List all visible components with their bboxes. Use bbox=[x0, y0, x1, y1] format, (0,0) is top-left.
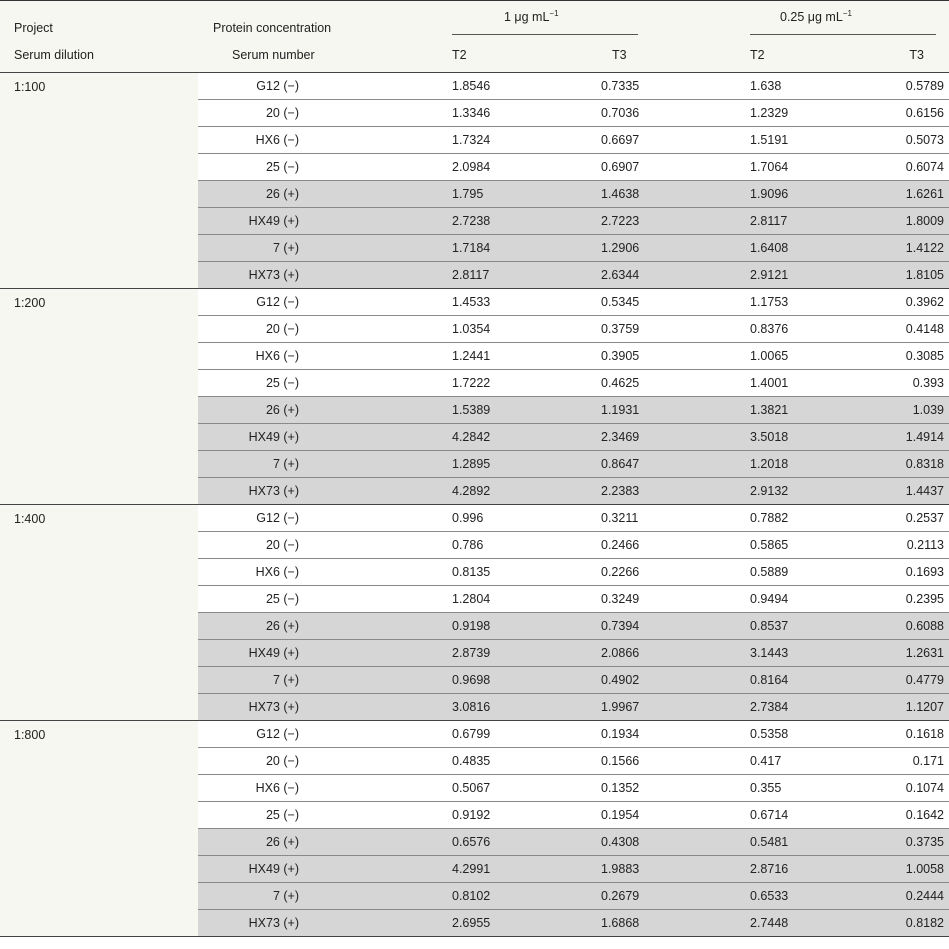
t2-header: T2 bbox=[452, 48, 467, 62]
conc1-t2-cell: 1.4533 bbox=[452, 295, 491, 309]
serum-number-cell: HX73 (+) bbox=[248, 484, 299, 498]
table-row bbox=[198, 829, 949, 856]
conc1-t2-cell: 1.2895 bbox=[452, 457, 491, 471]
conc1-t2-cell: 1.0354 bbox=[452, 322, 491, 336]
serum-dilution-label: 1:200 bbox=[14, 296, 46, 310]
concentration-2-header: 0.25 μg $mL^{-1}$ bbox=[780, 9, 852, 25]
conc2-t2-cell: 0.5481 bbox=[750, 835, 789, 849]
conc1-t2-cell: 0.9198 bbox=[452, 619, 491, 633]
conc2-t2-cell: 2.8117 bbox=[750, 214, 788, 228]
conc2-t3-cell: 0.1642 bbox=[905, 808, 944, 822]
serum-number-cell: G12 (−) bbox=[256, 511, 299, 525]
serum-number-cell: 20 (−) bbox=[265, 754, 299, 768]
table-row bbox=[198, 208, 949, 235]
concentration-2-rule bbox=[750, 34, 936, 35]
conc1-t2-cell: 0.786 bbox=[452, 538, 484, 552]
conc2-t2-cell: 3.5018 bbox=[750, 430, 789, 444]
conc2-t2-cell: 0.6533 bbox=[750, 889, 789, 903]
dilution-column-background bbox=[0, 289, 198, 505]
conc1-t3-cell: 0.6907 bbox=[601, 160, 640, 174]
table-row bbox=[198, 883, 949, 910]
dilution-column-background bbox=[0, 505, 198, 721]
conc2-t2-cell: 1.2329 bbox=[750, 106, 789, 120]
conc2-t2-cell: 0.8537 bbox=[750, 619, 789, 633]
table-row bbox=[198, 181, 949, 208]
serum-number-cell: 25 (−) bbox=[265, 160, 299, 174]
table-row bbox=[198, 100, 949, 127]
conc2-t3-cell: 0.2537 bbox=[905, 511, 944, 525]
table-row bbox=[198, 127, 949, 154]
serum-dilution-label: 1:400 bbox=[14, 512, 46, 526]
table-row bbox=[198, 748, 949, 775]
project-header: Project bbox=[14, 21, 53, 35]
conc1-t3-cell: 0.7036 bbox=[601, 106, 640, 120]
serum-number-cell: 7 (+) bbox=[272, 673, 299, 687]
protein-concentration-header: Protein concentration bbox=[213, 21, 332, 35]
conc2-t2-cell: 1.4001 bbox=[750, 376, 789, 390]
conc1-t3-cell: 0.4902 bbox=[601, 673, 640, 687]
serum-number-cell: 7 (+) bbox=[272, 889, 299, 903]
conc2-t3-cell: 1.0058 bbox=[905, 862, 944, 876]
conc2-t3-cell: 1.2631 bbox=[905, 646, 944, 660]
conc1-t2-cell: 4.2892 bbox=[452, 484, 491, 498]
serum-number-cell: 20 (−) bbox=[265, 106, 299, 120]
conc2-t2-cell: 3.1443 bbox=[750, 646, 789, 660]
conc2-t2-cell: 2.8716 bbox=[750, 862, 789, 876]
table-row bbox=[198, 721, 949, 748]
conc1-t3-cell: 2.6344 bbox=[601, 268, 640, 282]
table-row bbox=[198, 802, 949, 829]
conc1-t2-cell: 1.7324 bbox=[452, 133, 491, 147]
dilution-column-background bbox=[0, 721, 198, 937]
conc1-t3-cell: 0.8647 bbox=[601, 457, 640, 471]
conc1-t2-cell: 0.8135 bbox=[452, 565, 491, 579]
conc2-t2-cell: 0.8164 bbox=[750, 673, 789, 687]
conc2-t3-cell: 0.8182 bbox=[905, 916, 944, 930]
conc2-t3-cell: 1.8105 bbox=[905, 268, 944, 282]
conc2-t3-cell: 0.2395 bbox=[905, 592, 944, 606]
conc1-t3-cell: 0.4308 bbox=[601, 835, 640, 849]
conc2-t3-cell: 0.1693 bbox=[905, 565, 944, 579]
table-row bbox=[198, 613, 949, 640]
table-row bbox=[198, 316, 949, 343]
conc2-t2-cell: 1.7064 bbox=[750, 160, 789, 174]
conc2-t3-cell: 0.3085 bbox=[905, 349, 944, 363]
conc1-t2-cell: 1.7222 bbox=[452, 376, 491, 390]
conc1-t3-cell: 1.1931 bbox=[601, 403, 640, 417]
conc1-t2-cell: 1.795 bbox=[452, 187, 484, 201]
serum-number-cell: HX6 (−) bbox=[255, 565, 299, 579]
serum-number-cell: 25 (−) bbox=[265, 376, 299, 390]
serum-number-cell: G12 (−) bbox=[256, 79, 299, 93]
serum-number-cell: 25 (−) bbox=[265, 808, 299, 822]
conc1-t3-cell: 1.9967 bbox=[601, 700, 640, 714]
serum-number-cell: HX49 (+) bbox=[248, 862, 299, 876]
conc1-t3-cell: 0.2266 bbox=[601, 565, 640, 579]
conc1-t3-cell: 0.1934 bbox=[601, 727, 640, 741]
table-row bbox=[198, 856, 949, 883]
dilution-group bbox=[0, 721, 949, 937]
conc1-t3-cell: 0.3759 bbox=[601, 322, 640, 336]
serum-number-cell: 26 (+) bbox=[265, 619, 299, 633]
conc2-t3-cell: 0.6074 bbox=[905, 160, 944, 174]
table-row bbox=[198, 640, 949, 667]
serum-dilution-label: 1:800 bbox=[14, 728, 46, 742]
conc1-t2-cell: 0.4835 bbox=[452, 754, 491, 768]
conc1-t3-cell: 0.6697 bbox=[601, 133, 640, 147]
conc2-t3-cell: 0.5073 bbox=[905, 133, 944, 147]
serum-number-cell: 25 (−) bbox=[265, 592, 299, 606]
conc2-t2-cell: 0.5889 bbox=[750, 565, 789, 579]
conc1-t2-cell: 1.2441 bbox=[452, 349, 491, 363]
conc2-t3-cell: 0.2444 bbox=[905, 889, 944, 903]
serum-number-cell: 20 (−) bbox=[265, 322, 299, 336]
conc2-t3-cell: 1.4437 bbox=[905, 484, 944, 498]
conc1-t2-cell: 1.8546 bbox=[452, 79, 491, 93]
conc2-t3-cell: 1.039 bbox=[912, 403, 944, 417]
group-divider bbox=[0, 936, 949, 937]
conc2-t3-cell: 0.1074 bbox=[905, 781, 944, 795]
table-row bbox=[198, 694, 949, 721]
conc1-t3-cell: 0.7335 bbox=[601, 79, 640, 93]
conc2-t2-cell: 0.5865 bbox=[750, 538, 789, 552]
serum-number-cell: 26 (+) bbox=[265, 403, 299, 417]
conc1-t3-cell: 2.2383 bbox=[601, 484, 640, 498]
conc2-t3-cell: 0.6156 bbox=[905, 106, 944, 120]
conc2-t3-cell: 0.3962 bbox=[905, 295, 944, 309]
conc1-t2-cell: 0.6576 bbox=[452, 835, 491, 849]
table-row bbox=[198, 424, 949, 451]
conc2-t3-cell: 0.171 bbox=[912, 754, 944, 768]
serum-number-cell: HX73 (+) bbox=[248, 268, 299, 282]
table-row bbox=[198, 154, 949, 181]
table-row bbox=[198, 478, 949, 505]
conc2-t2-cell: 1.6408 bbox=[750, 241, 789, 255]
table-row bbox=[198, 775, 949, 802]
serum-number-cell: 7 (+) bbox=[272, 241, 299, 255]
serum-dilution-label: 1:100 bbox=[14, 80, 46, 94]
conc1-t2-cell: 2.7238 bbox=[452, 214, 491, 228]
conc1-t3-cell: 1.9883 bbox=[601, 862, 640, 876]
conc2-t3-cell: 1.6261 bbox=[905, 187, 944, 201]
conc2-t2-cell: 1.3821 bbox=[750, 403, 789, 417]
serum-number-cell: HX73 (+) bbox=[248, 916, 299, 930]
conc1-t3-cell: 0.1352 bbox=[601, 781, 640, 795]
conc2-t2-cell: 1.1753 bbox=[750, 295, 789, 309]
conc2-t3-cell: 0.3735 bbox=[905, 835, 944, 849]
dilution-group bbox=[0, 289, 949, 505]
t3-header: T3 bbox=[612, 48, 627, 62]
conc2-t2-cell: 1.638 bbox=[750, 79, 782, 93]
conc1-t3-cell: 1.2906 bbox=[601, 241, 640, 255]
conc1-t2-cell: 1.5389 bbox=[452, 403, 491, 417]
conc1-t3-cell: 2.0866 bbox=[601, 646, 640, 660]
serum-number-cell: HX73 (+) bbox=[248, 700, 299, 714]
conc1-t2-cell: 2.0984 bbox=[452, 160, 491, 174]
serum-number-cell: HX6 (−) bbox=[255, 133, 299, 147]
conc2-t2-cell: 2.7384 bbox=[750, 700, 789, 714]
conc2-t2-cell: 0.355 bbox=[750, 781, 782, 795]
conc2-t3-cell: 1.8009 bbox=[905, 214, 944, 228]
table-row bbox=[198, 370, 949, 397]
table-row bbox=[198, 451, 949, 478]
conc1-t3-cell: 0.5345 bbox=[601, 295, 640, 309]
table-row bbox=[198, 289, 949, 316]
conc1-t3-cell: 2.7223 bbox=[601, 214, 640, 228]
table-row bbox=[198, 667, 949, 694]
conc1-t2-cell: 0.6799 bbox=[452, 727, 491, 741]
conc2-t3-cell: 1.1207 bbox=[905, 700, 944, 714]
conc2-t2-cell: 1.0065 bbox=[750, 349, 789, 363]
conc1-t3-cell: 0.3905 bbox=[601, 349, 640, 363]
conc1-t3-cell: 1.4638 bbox=[601, 187, 640, 201]
conc1-t2-cell: 3.0816 bbox=[452, 700, 491, 714]
conc1-t2-cell: 4.2991 bbox=[452, 862, 491, 876]
conc2-t2-cell: 2.9132 bbox=[750, 484, 789, 498]
conc1-t3-cell: 0.4625 bbox=[601, 376, 640, 390]
conc1-t2-cell: 0.8102 bbox=[452, 889, 491, 903]
serum-number-cell: HX49 (+) bbox=[248, 646, 299, 660]
conc2-t3-cell: 1.4122 bbox=[905, 241, 944, 255]
conc1-t2-cell: 0.996 bbox=[452, 511, 484, 525]
concentration-1-rule bbox=[452, 34, 638, 35]
concentration-1-header: 1 μg $mL^{-1}$ bbox=[504, 9, 559, 25]
conc2-t2-cell: 0.7882 bbox=[750, 511, 789, 525]
conc2-t2-cell: 2.7448 bbox=[750, 916, 789, 930]
conc1-t3-cell: 0.1566 bbox=[601, 754, 640, 768]
serum-number-cell: 26 (+) bbox=[265, 187, 299, 201]
conc2-t2-cell: 0.9494 bbox=[750, 592, 789, 606]
serum-number-cell: HX49 (+) bbox=[248, 214, 299, 228]
table-row bbox=[198, 559, 949, 586]
conc1-t2-cell: 2.8739 bbox=[452, 646, 491, 660]
serum-number-cell: HX6 (−) bbox=[255, 349, 299, 363]
serum-number-cell: HX49 (+) bbox=[248, 430, 299, 444]
conc1-t3-cell: 0.1954 bbox=[601, 808, 640, 822]
conc2-t2-cell: 0.5358 bbox=[750, 727, 789, 741]
t3-header: T3 bbox=[909, 48, 924, 62]
conc1-t2-cell: 1.2804 bbox=[452, 592, 491, 606]
dilution-group bbox=[0, 73, 949, 289]
conc1-t3-cell: 0.3249 bbox=[601, 592, 640, 606]
conc1-t3-cell: 2.3469 bbox=[601, 430, 640, 444]
conc1-t3-cell: 0.7394 bbox=[601, 619, 640, 633]
conc1-t2-cell: 0.9192 bbox=[452, 808, 491, 822]
conc1-t3-cell: 0.2466 bbox=[601, 538, 640, 552]
conc2-t2-cell: 1.2018 bbox=[750, 457, 789, 471]
table-row bbox=[198, 262, 949, 289]
table-row bbox=[198, 73, 949, 100]
table-row bbox=[198, 397, 949, 424]
conc1-t3-cell: 0.2679 bbox=[601, 889, 640, 903]
table-row bbox=[198, 343, 949, 370]
conc2-t2-cell: 0.417 bbox=[750, 754, 782, 768]
serum-number-cell: 26 (+) bbox=[265, 835, 299, 849]
conc2-t2-cell: 2.9121 bbox=[750, 268, 789, 282]
conc2-t2-cell: 1.9096 bbox=[750, 187, 789, 201]
conc1-t3-cell: 0.3211 bbox=[601, 511, 639, 525]
conc1-t2-cell: 2.8117 bbox=[452, 268, 490, 282]
conc2-t3-cell: 0.8318 bbox=[905, 457, 944, 471]
conc1-t2-cell: 4.2842 bbox=[452, 430, 491, 444]
conc2-t2-cell: 0.6714 bbox=[750, 808, 789, 822]
conc1-t2-cell: 1.7184 bbox=[452, 241, 491, 255]
serum-dilution-header: Serum dilution bbox=[14, 48, 94, 62]
conc2-t3-cell: 0.393 bbox=[912, 376, 944, 390]
t2-header: T2 bbox=[750, 48, 765, 62]
conc2-t3-cell: 0.4148 bbox=[905, 322, 944, 336]
table-row bbox=[198, 532, 949, 559]
conc2-t3-cell: 0.5789 bbox=[905, 79, 944, 93]
conc2-t3-cell: 0.2113 bbox=[906, 538, 944, 552]
table-row bbox=[198, 505, 949, 532]
conc2-t3-cell: 1.4914 bbox=[905, 430, 944, 444]
table-row bbox=[198, 586, 949, 613]
table-header bbox=[0, 0, 949, 73]
table-row bbox=[198, 910, 949, 937]
serum-number-cell: 20 (−) bbox=[265, 538, 299, 552]
serum-number-header: Serum number bbox=[232, 48, 315, 62]
conc2-t3-cell: 0.1618 bbox=[905, 727, 944, 741]
conc1-t2-cell: 1.3346 bbox=[452, 106, 491, 120]
conc1-t2-cell: 0.9698 bbox=[452, 673, 491, 687]
conc1-t2-cell: 0.5067 bbox=[452, 781, 491, 795]
conc2-t3-cell: 0.4779 bbox=[905, 673, 944, 687]
conc1-t2-cell: 2.6955 bbox=[452, 916, 491, 930]
serum-number-cell: 7 (+) bbox=[272, 457, 299, 471]
conc2-t2-cell: 1.5191 bbox=[750, 133, 789, 147]
serum-number-cell: G12 (−) bbox=[256, 295, 299, 309]
table-row bbox=[198, 235, 949, 262]
conc2-t3-cell: 0.6088 bbox=[905, 619, 944, 633]
conc2-t2-cell: 0.8376 bbox=[750, 322, 789, 336]
serum-number-cell: G12 (−) bbox=[256, 727, 299, 741]
dilution-group bbox=[0, 505, 949, 721]
dilution-column-background bbox=[0, 73, 198, 289]
serum-number-cell: HX6 (−) bbox=[255, 781, 299, 795]
conc1-t3-cell: 1.6868 bbox=[601, 916, 640, 930]
